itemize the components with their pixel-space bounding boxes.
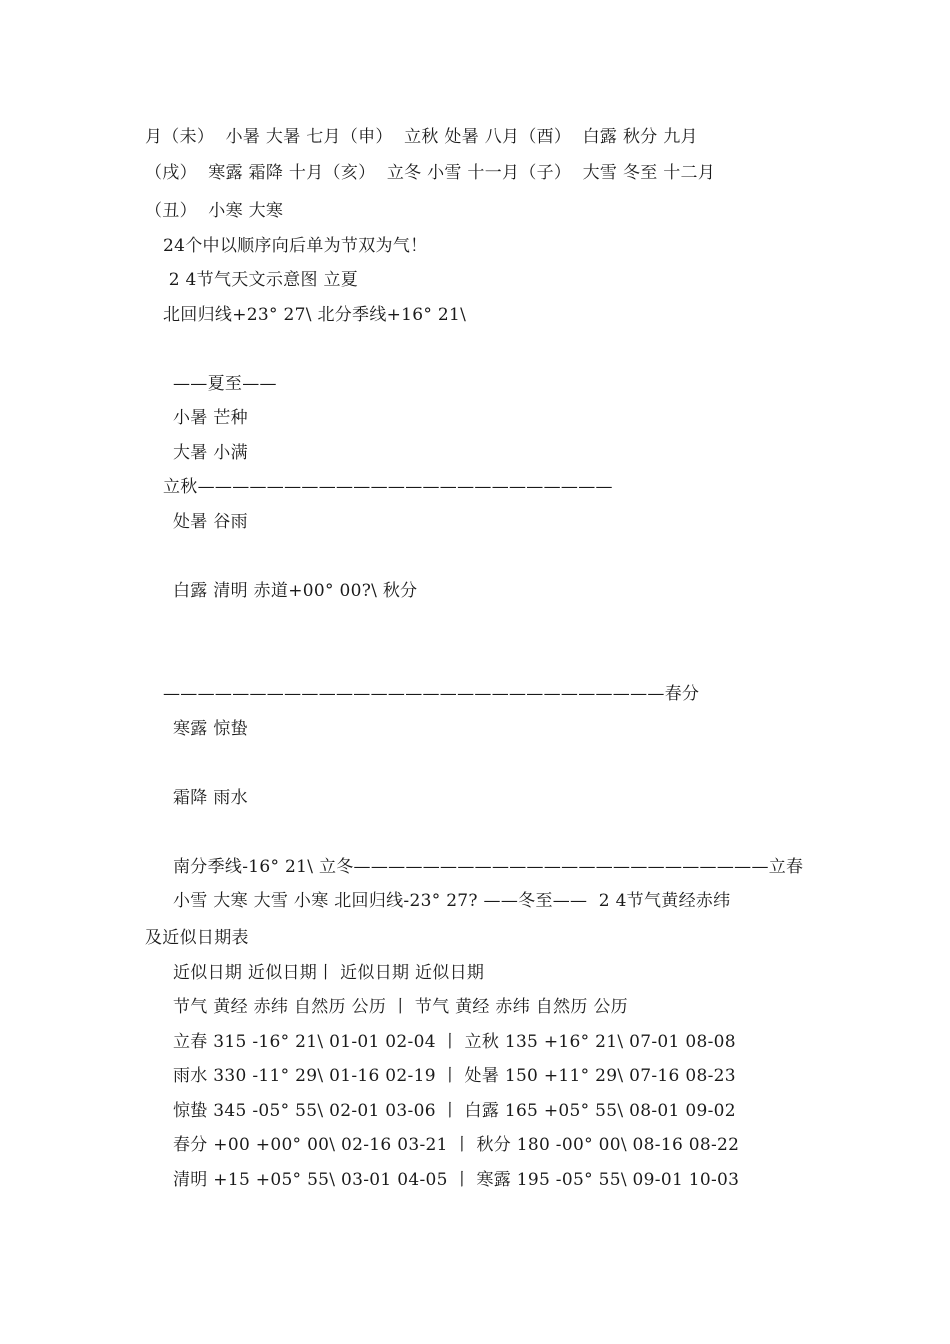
text-line: 南分季线-16° 21\ 立冬————————————————————————立春 [173,857,804,877]
table-row: 清明 +15 +05° 55\ 03-01 04-05 丨 寒露 195 -05° 55\ 09-01 10-03 [173,1170,740,1190]
table-row: 春分 +00 +00° 00\ 02-16 03-21 丨 秋分 180 -00° 00\ 08-16 08-22 [173,1135,740,1155]
text-line: 24个中以顺序向后单为节双为气！ [163,236,428,256]
table-row: 惊蛰 345 -05° 55\ 02-01 03-06 丨 白露 165 +05° 55\ 08-01 09-02 [173,1101,736,1121]
table-header-row: 节气 黄经 赤纬 自然历 公历 丨 节气 黄经 赤纬 自然历 公历 [173,997,628,1017]
text-line: 处暑 谷雨 [173,512,248,532]
text-line: （戌） 寒露 霜降 十月（亥） 立冬 小雪 十一月（子） 大雪 冬至 十二月 [145,163,716,183]
text-line: 白露 清明 赤道+00° 00?\ 秋分 [173,581,418,601]
text-line: 2 4节气天文示意图 立夏 [163,270,359,290]
text-line: 小雪 大寒 大雪 小寒 北回归线-23° 27? ——冬至—— 2 4节气黄经赤纬 [173,891,731,911]
table-row: 雨水 330 -11° 29\ 01-16 02-19 丨 处暑 150 +11° 29\ 07-16 08-23 [173,1066,736,1086]
text-line: 立秋———————————————————————— [163,477,613,497]
text-line: 小暑 芒种 [173,408,248,428]
text-line: 霜降 雨水 [173,788,248,808]
text-line: （丑） 小寒 大寒 [145,201,284,221]
text-line: 及近似日期表 [145,928,249,948]
text-line: ——夏至—— [173,374,277,394]
text-line: 月（未） 小暑 大暑 七月（申） 立秋 处暑 八月（酉） 白露 秋分 九月 [145,127,698,147]
table-row: 立春 315 -16° 21\ 01-01 02-04 丨 立秋 135 +16° 21\ 07-01 08-08 [173,1032,736,1052]
text-line: 北回归线+23° 27\ 北分季线+16° 21\ [163,305,467,325]
text-line: 寒露 惊蛰 [173,719,248,739]
text-line: —————————————————————————————春分 [163,684,700,704]
table-header-row: 近似日期 近似日期丨 近似日期 近似日期 [173,963,485,983]
text-line: 大暑 小满 [173,443,248,463]
